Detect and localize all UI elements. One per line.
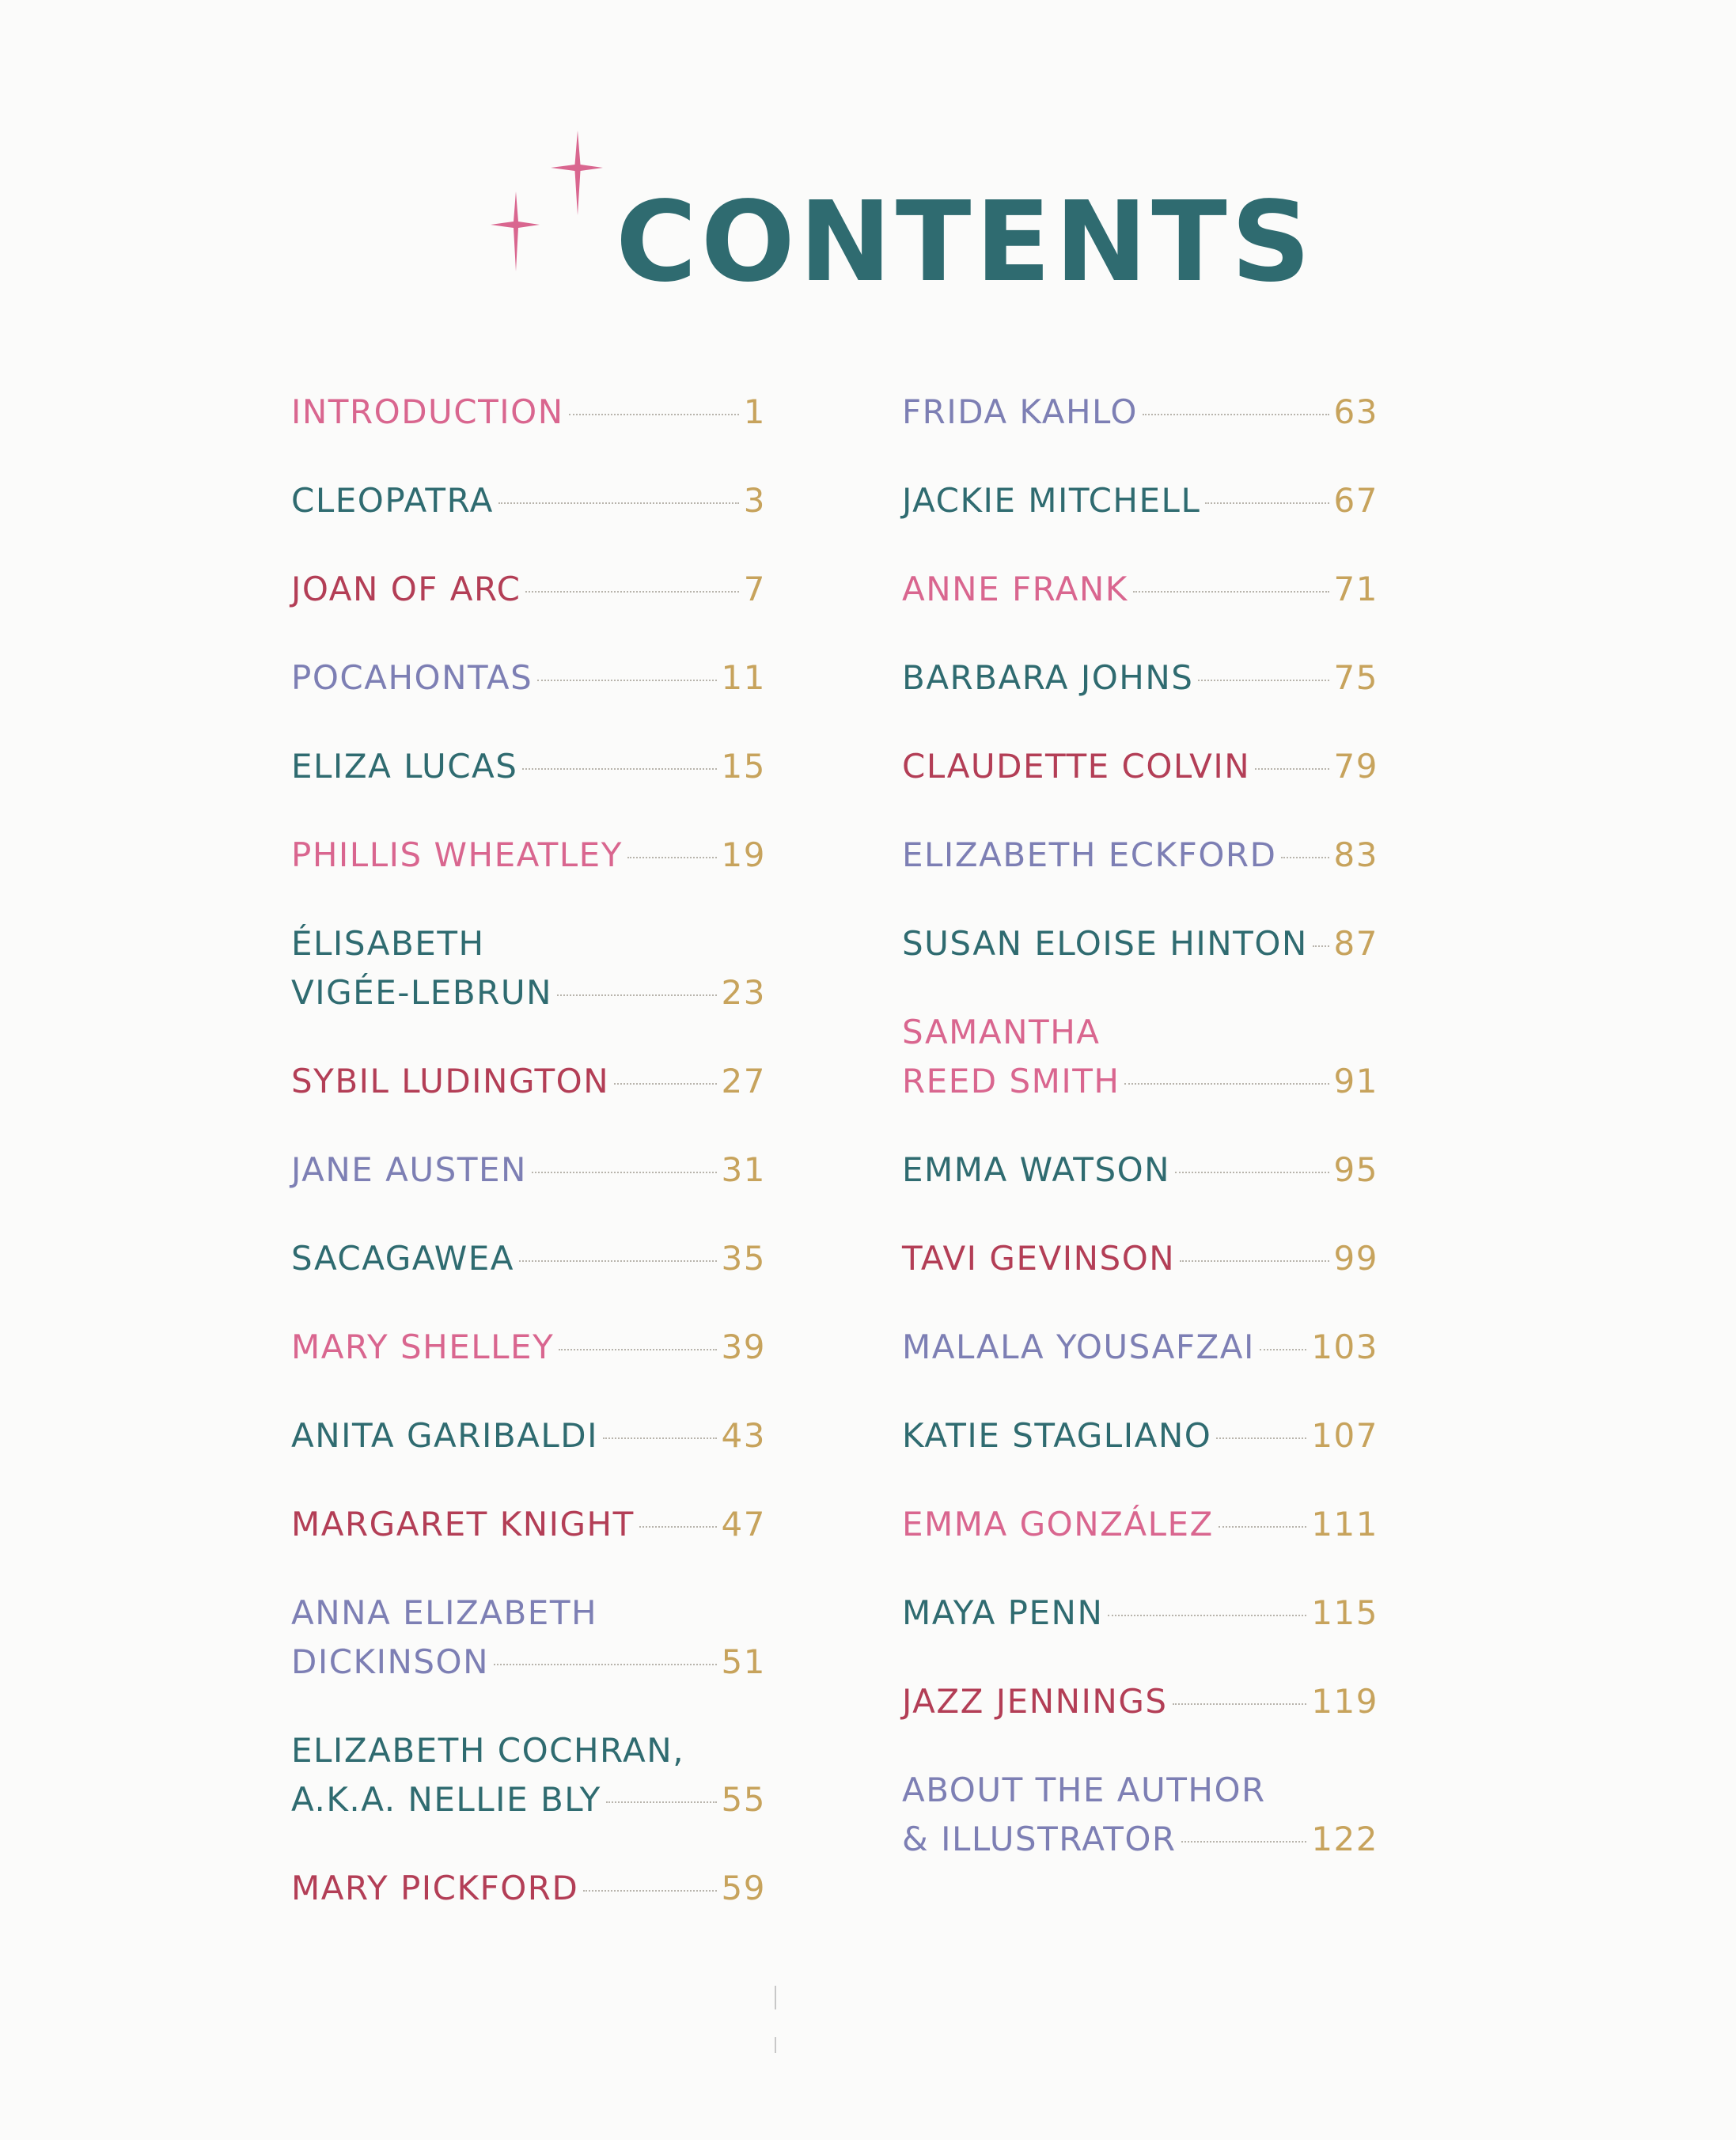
toc-entry[interactable]	[291, 1500, 766, 1549]
toc-entry[interactable]	[291, 1057, 766, 1106]
toc-entry[interactable]	[902, 476, 1378, 525]
toc-page-number: 115	[1311, 1593, 1378, 1632]
dot-leader	[557, 994, 717, 996]
dot-leader	[639, 1526, 717, 1528]
dot-leader	[1216, 1437, 1306, 1439]
toc-page-number: 95	[1333, 1150, 1378, 1189]
toc-page-number: 31	[721, 1150, 766, 1189]
toc-entry-title: MALALA YOUSAFZAI	[902, 1328, 1255, 1366]
toc-entry[interactable]	[902, 388, 1378, 437]
toc-entry-row	[291, 1864, 766, 1913]
toc-entry-row	[291, 1775, 766, 1824]
toc-entry-row	[291, 653, 766, 703]
toc-entry[interactable]	[902, 1500, 1378, 1549]
toc-entry-row	[902, 1411, 1378, 1460]
dot-leader	[1260, 1349, 1306, 1350]
dot-leader	[606, 1801, 717, 1803]
toc-entry[interactable]	[902, 1589, 1378, 1638]
toc-entry[interactable]	[902, 565, 1378, 614]
toc-entry-row	[902, 388, 1378, 437]
toc-page-number: 79	[1333, 747, 1378, 786]
toc-entry-row	[902, 476, 1378, 525]
toc-page-number: 119	[1311, 1682, 1378, 1721]
toc-page-number: 63	[1333, 392, 1378, 431]
toc-entry-row	[902, 1234, 1378, 1283]
dot-leader	[519, 1260, 717, 1262]
toc-page-number: 7	[743, 570, 766, 608]
toc-page-number: 51	[721, 1642, 766, 1681]
toc-entry-row	[291, 1146, 766, 1195]
toc-entry-title: EMMA WATSON	[902, 1150, 1171, 1189]
toc-page-number: 99	[1333, 1239, 1378, 1278]
toc-entry-row	[902, 565, 1378, 614]
dot-leader	[1108, 1615, 1306, 1616]
dot-leader	[1133, 591, 1329, 593]
toc-entry[interactable]	[291, 831, 766, 880]
toc-entry[interactable]	[902, 1234, 1378, 1283]
dot-leader	[569, 414, 739, 415]
toc-page-number: 87	[1333, 924, 1378, 963]
dot-leader	[522, 768, 716, 770]
dot-leader	[1181, 1841, 1307, 1843]
toc-page-number: 67	[1333, 481, 1378, 520]
toc-entry[interactable]	[291, 1411, 766, 1460]
toc-entry-title: EMMA GONZÁLEZ	[902, 1505, 1214, 1543]
toc-entry-title: CLEOPATRA	[291, 481, 494, 520]
page-title: CONTENTS	[616, 178, 1315, 307]
dot-leader	[1255, 768, 1329, 770]
toc-entry-title: JANE AUSTEN	[291, 1150, 527, 1189]
toc-entry[interactable]	[902, 1008, 1378, 1106]
toc-page-number: 71	[1333, 570, 1378, 608]
toc-entry[interactable]	[291, 653, 766, 703]
toc-entry-title: REED SMITH	[902, 1062, 1120, 1100]
toc-page-number: 43	[721, 1416, 766, 1455]
toc-entry[interactable]	[902, 653, 1378, 703]
toc-entry-title: ELIZABETH ECKFORD	[902, 835, 1277, 874]
toc-entry-row	[902, 653, 1378, 703]
dot-leader	[1281, 857, 1329, 858]
toc-entry-title: SUSAN ELOISE HINTON	[902, 924, 1308, 963]
toc-entry-row	[902, 742, 1378, 791]
toc-entry[interactable]	[291, 388, 766, 437]
dot-leader	[614, 1083, 716, 1085]
toc-page-number: 39	[721, 1328, 766, 1366]
toc-entry[interactable]	[291, 1146, 766, 1195]
toc-entry[interactable]	[902, 919, 1378, 968]
toc-entry[interactable]	[902, 1766, 1378, 1864]
dot-leader	[498, 502, 739, 504]
toc-entry-row	[902, 919, 1378, 968]
page-fold-mark	[775, 1986, 776, 2009]
dot-leader	[1124, 1083, 1329, 1085]
toc-entry-title: JAZZ JENNINGS	[902, 1682, 1168, 1721]
toc-entry-title: MARY PICKFORD	[291, 1869, 579, 1907]
toc-page-number: 75	[1333, 658, 1378, 697]
toc-page-number: 19	[721, 835, 766, 874]
dot-leader	[1205, 502, 1329, 504]
toc-entry-title: INTRODUCTION	[291, 392, 564, 431]
toc-page-number: 59	[721, 1869, 766, 1907]
toc-entry-title: JACKIE MITCHELL	[902, 481, 1201, 520]
toc-page-number: 107	[1311, 1416, 1378, 1455]
toc-entry-row	[291, 1323, 766, 1372]
dot-leader	[1143, 414, 1329, 415]
toc-page-number: 91	[1333, 1062, 1378, 1100]
toc-entry-title: JOAN OF ARC	[291, 570, 521, 608]
toc-entry-title-line1: ELIZABETH COCHRAN,	[291, 1731, 685, 1770]
toc-entry[interactable]	[902, 1146, 1378, 1195]
sparkle-stars-icon	[484, 127, 611, 277]
toc-entry-row	[902, 831, 1378, 880]
toc-page-number: 111	[1311, 1505, 1378, 1543]
toc-entry-row	[902, 1146, 1378, 1195]
toc-entry[interactable]	[902, 1677, 1378, 1726]
toc-entry-row	[291, 1234, 766, 1283]
toc-entry-title-line1: SAMANTHA	[902, 1013, 1101, 1051]
toc-entry[interactable]	[902, 1411, 1378, 1460]
toc-page-number: 11	[721, 658, 766, 697]
toc-entry-title: MAYA PENN	[902, 1593, 1104, 1632]
toc-entry-row	[291, 1411, 766, 1460]
toc-page-number: 35	[721, 1239, 766, 1278]
toc-entry-title: ANNE FRANK	[902, 570, 1128, 608]
toc-entry-title: SYBIL LUDINGTON	[291, 1062, 610, 1100]
toc-entry-row	[291, 1500, 766, 1549]
toc-entry-title: ANITA GARIBALDI	[291, 1416, 599, 1455]
dot-leader	[583, 1890, 716, 1892]
dot-leader	[525, 591, 738, 593]
dot-leader	[532, 1172, 717, 1173]
toc-entry-title-line1: ÉLISABETH	[291, 924, 485, 963]
dot-leader	[559, 1349, 716, 1350]
dot-leader	[1219, 1526, 1306, 1528]
toc-entry-row	[291, 1638, 766, 1687]
toc-entry-title: ELIZA LUCAS	[291, 747, 518, 786]
dot-leader	[603, 1437, 717, 1439]
toc-entry-row	[291, 1057, 766, 1106]
toc-entry-title: TAVI GEVINSON	[902, 1239, 1176, 1278]
toc-page-number: 55	[721, 1780, 766, 1819]
toc-entry-row	[902, 1815, 1378, 1864]
toc-entry-title: BARBARA JOHNS	[902, 658, 1194, 697]
toc-entry[interactable]	[291, 919, 766, 1017]
toc-entry[interactable]	[291, 1234, 766, 1283]
toc-entry-title: CLAUDETTE COLVIN	[902, 747, 1251, 786]
toc-page-number: 1	[743, 392, 766, 431]
toc-entry-title: MARY SHELLEY	[291, 1328, 555, 1366]
toc-entry[interactable]	[291, 1323, 766, 1372]
toc-entry[interactable]	[291, 1726, 766, 1824]
toc-page-number: 15	[721, 747, 766, 786]
toc-entry-title: DICKINSON	[291, 1642, 490, 1681]
toc-entry-row	[291, 388, 766, 437]
toc-entry[interactable]	[291, 742, 766, 791]
toc-entry-row	[902, 1057, 1378, 1106]
toc-entry-title: VIGÉE-LEBRUN	[291, 973, 552, 1012]
toc-entry-title: MARGARET KNIGHT	[291, 1505, 635, 1543]
dot-leader	[494, 1664, 717, 1665]
toc-entry-title: PHILLIS WHEATLEY	[291, 835, 623, 874]
toc-entry[interactable]	[902, 831, 1378, 880]
toc-entry[interactable]	[902, 742, 1378, 791]
dot-leader	[1313, 945, 1329, 947]
toc-entry-title-line1: ANNA ELIZABETH	[291, 1593, 598, 1632]
toc-entry[interactable]	[291, 476, 766, 525]
toc-entry-title: KATIE STAGLIANO	[902, 1416, 1212, 1455]
dot-leader	[1198, 680, 1329, 681]
toc-entry-row	[291, 968, 766, 1017]
dot-leader	[1180, 1260, 1329, 1262]
toc-entry-title-line1: ABOUT THE AUTHOR	[902, 1771, 1266, 1809]
toc-entry-row	[902, 1677, 1378, 1726]
toc-entry-row	[902, 1500, 1378, 1549]
dot-leader	[1175, 1172, 1329, 1173]
toc-entry[interactable]	[291, 1589, 766, 1687]
toc-entry-row	[902, 1323, 1378, 1372]
dot-leader	[537, 680, 716, 681]
toc-entry-title: POCAHONTAS	[291, 658, 533, 697]
toc-entry[interactable]	[902, 1323, 1378, 1372]
dot-leader	[627, 857, 717, 858]
toc-page-number: 122	[1311, 1820, 1378, 1858]
toc-entry[interactable]	[291, 565, 766, 614]
toc-page-number: 23	[721, 973, 766, 1012]
toc-entry[interactable]	[291, 1864, 766, 1913]
toc-entry-title: SACAGAWEA	[291, 1239, 515, 1278]
toc-entry-title: A.K.A. NELLIE BLY	[291, 1780, 601, 1819]
toc-entry-row	[291, 476, 766, 525]
toc-page-number: 3	[743, 481, 766, 520]
toc-page-number: 27	[721, 1062, 766, 1100]
toc-entry-row	[291, 742, 766, 791]
toc-entry-row	[902, 1589, 1378, 1638]
toc-page-number: 103	[1311, 1328, 1378, 1366]
dot-leader	[1173, 1703, 1307, 1705]
toc-entry-row	[291, 831, 766, 880]
toc-entry-title: & ILLUSTRATOR	[902, 1820, 1177, 1858]
toc-page-number: 83	[1333, 835, 1378, 874]
toc-entry-title: FRIDA KAHLO	[902, 392, 1138, 431]
toc-page-number: 47	[721, 1505, 766, 1543]
toc-entry-row	[291, 565, 766, 614]
page-fold-mark	[775, 2037, 776, 2053]
